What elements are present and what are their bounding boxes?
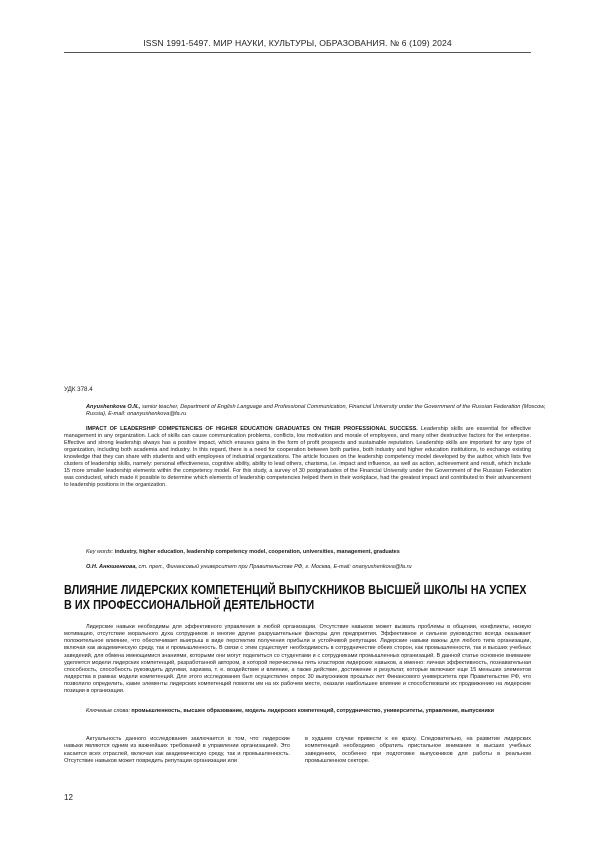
header-divider — [64, 52, 531, 53]
author-name-ru: О.Н. Анюшенкова, — [86, 564, 137, 570]
author-affiliation-en: senior teacher, Department of English Language and Professional Communication, Financial University under the Government of the Russian Federation (Moscow, Russia), E-mail: onanyushenkova@fa.ru — [86, 404, 546, 417]
author-info-en — [64, 404, 553, 418]
article-title-ru: ВЛИЯНИЕ ЛИДЕРСКИХ КОМПЕТЕНЦИЙ ВЫПУСКНИКОВ ВЫСШЕЙ ШКОЛЫ НА УСПЕХ В ИХ ПРОФЕССИОНАЛЬНОЙ ДЕЯТЕЛЬНОСТИ — [64, 583, 527, 612]
keywords-en — [64, 549, 553, 556]
author-info-ru — [64, 564, 553, 571]
author-name-en: Anyushenkova O.N., — [86, 404, 141, 410]
page-number: 12 — [64, 793, 73, 802]
abstract-en — [64, 426, 531, 489]
abstract-en-text: Leadership skills are essential for effective management in any organization. Lack of skills can cause communication problems, conflicts, low motivation and morale of employees, and many other destructive factors for the enterprise. Effective and strong leadership always has a positive impact, which ensures gains in the form of profit prospects and sustainable reputation. Leadership skills are important for any type of organization, including both academia and industry. In this regard, there is a need for cooperation between both parties, both industry and higher education institutions, to exchange existing knowledge that they can share with students and with employees of industrial organizations. The article focuses on the leadership competency model developed by the author, which lists five clusters of leadership skills, namely: personal effectiveness, cognitive ability, ability to lead others, charisma, i.e. impact and influence, as well as action, achievement and result, which include 15 more smaller leadership elements within the competency model. For this study, a survey of 30 postgraduates of the Financial University under the Government of the Russian Federation was conducted, which made it possible to determine which elements of leadership competencies helped them in their workplace, had the greatest impact and contributed to their advancement to leadership positions in the organization. — [64, 426, 531, 489]
keywords-ru — [64, 708, 553, 715]
udk-code: УДК 378.4 — [64, 386, 93, 393]
keywords-ru-text: промышленность, высшее образование, модель лидерских компетенций, сотрудничество, университеты, управление, выпускники — [129, 708, 494, 714]
journal-header: ISSN 1991-5497. МИР НАУКИ, КУЛЬТУРЫ, ОБРАЗОВАНИЯ. № 6 (109) 2024 — [143, 38, 452, 48]
body-column-left: Актуальность данного исследования заключается в том, что лидерские навыки являются одним из важнейших требований в управлении организацией. Это касается всех отраслей, включая как академическую среду, так и промышленность. Отсутствие навыков может повредить репутации организации или — [64, 736, 290, 764]
abstract-ru: Лидерские навыки необходимы для эффективного управления в любой организации. Отсутствие навыков может вызвать проблемы в общении, конфликты, низкую мотивацию, отсутствие морального духа сотрудников и многие другие разрушительные факторы для предприятия. Эффективное и сильное руководство всегда оказывает положительное влияние, что обеспечивает выигрыш в виде перспектив получения прибыли и устойчивой репутации. Лидерские навыки важны для любого типа организации, включая как академическую среду, так и промышленность. В связи с этим существует необходимость в сотрудничестве обеих сторон, как промышленности, так и высших учебных заведений, для обмена имеющимися знаниями, которыми они могут поделиться со студентами и с сотрудниками промышленных организаций. В данной статье основное внимание уделяется модели лидерских компетенций, разработанной автором, в которой перечислены пять кластеров лидерских навыков, а именно: личная эффективность, познавательная способность, способность руководить другими, харизма, т. е. воздействие и влияние, а также действие, достижение и результат, которые включают еще 15 меньших элементов лидерства в рамках модели компетенций. Для этого исследования был осуществлен опрос 30 выпускников прошлых лет Финансового университета при Правительстве РФ, что позволило определить, какие элементы лидерских компетенций помогли им на их рабочем месте, оказали наибольшее влияние и способствовали их продвижению на лидерские позиции в организации. — [64, 624, 531, 695]
keywords-ru-label: Ключевые слова: — [86, 708, 130, 714]
body-column-right: в худшем случае привести к ее краху. Следовательно, на развитие лидерских компетенций необходимо обратить пристальное внимание в высших учебных заведениях, особенно при подготовке выпускников для работы в реальном промышленном секторе. — [305, 736, 531, 764]
article-title-en: IMPACT OF LEADERSHIP COMPETENCIES OF HIGHER EDUCATION GRADUATES ON THEIR PROFESSIONAL SUCCESS. — [86, 426, 418, 432]
author-affiliation-ru: ст. преп., Финансовый университет при Правительстве РФ, г. Москва, E-mail: onanyushenkova@fa.ru — [137, 564, 412, 570]
keywords-en-label: Key words: — [86, 549, 114, 555]
keywords-en-text: industry, higher education, leadership competency model, cooperation, universities, management, graduates — [113, 549, 400, 555]
